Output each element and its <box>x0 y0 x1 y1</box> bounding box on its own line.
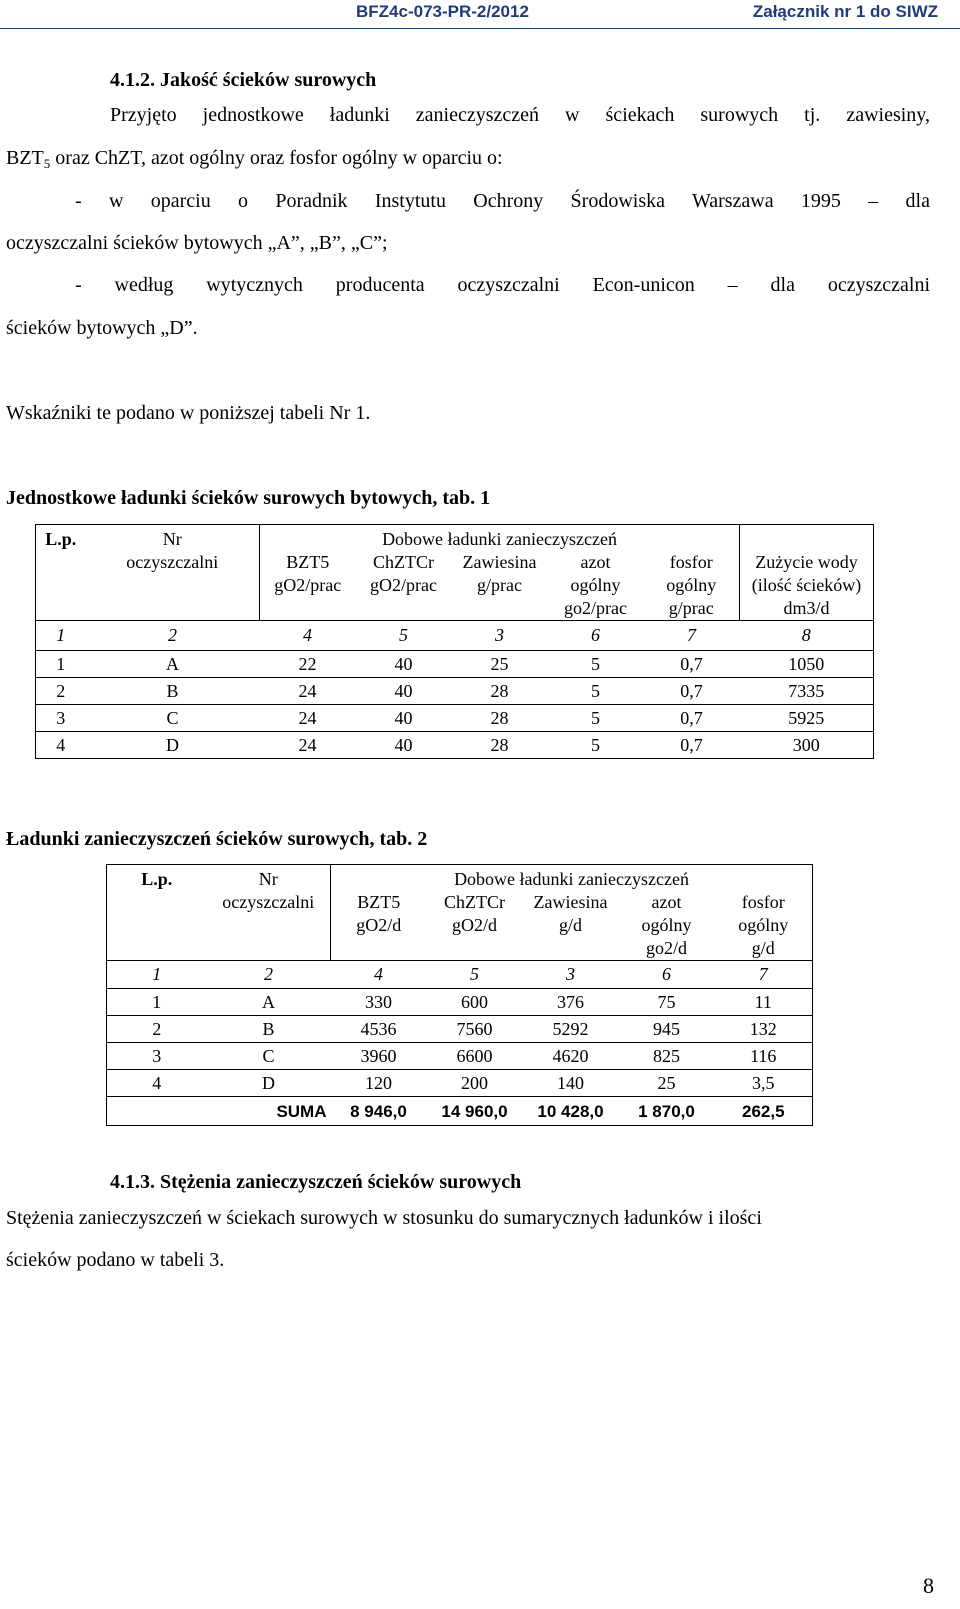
section-413-line-2: ścieków podano w tabeli 3. <box>6 1249 225 1271</box>
cell: 376 <box>523 989 619 1016</box>
cell: 600 <box>427 989 523 1016</box>
cell: 3,5 <box>715 1070 813 1097</box>
cell: 825 <box>619 1043 715 1070</box>
index-cell: 3 <box>523 961 619 989</box>
table-row <box>107 1070 813 1097</box>
header-group: Dobowe ładunki zanieczyszczeń <box>331 865 813 892</box>
header-bzt: BZT5 gO2/prac <box>260 551 356 621</box>
cell: D <box>207 1070 331 1097</box>
cell: 0,7 <box>644 705 740 732</box>
sum-cell: 14 960,0 <box>427 1097 523 1126</box>
index-cell: 7 <box>715 961 813 989</box>
cell: 28 <box>452 732 548 759</box>
cell: 25 <box>452 651 548 678</box>
cell: 3 <box>36 705 86 732</box>
page-header <box>0 0 960 46</box>
table-row <box>36 678 874 705</box>
table-2-index-row <box>107 961 813 989</box>
index-cell: 1 <box>107 961 207 989</box>
cell: 5292 <box>523 1016 619 1043</box>
table-row <box>36 705 874 732</box>
sum-row <box>107 1097 813 1126</box>
cell: 132 <box>715 1016 813 1043</box>
cell: 4536 <box>331 1016 427 1043</box>
header-chzt: ChZTCr gO2/prac <box>370 552 437 595</box>
cell: 11 <box>715 989 813 1016</box>
cell: 75 <box>619 989 715 1016</box>
cell: 28 <box>452 705 548 732</box>
cell: 0,7 <box>644 678 740 705</box>
cell: A <box>86 651 260 678</box>
header-group: Dobowe ładunki zanieczyszczeń <box>260 525 740 552</box>
cell: 6600 <box>427 1043 523 1070</box>
bzt-subscript: 5 <box>43 156 51 171</box>
table-1-index-row <box>36 621 874 651</box>
index-cell: 2 <box>207 961 331 989</box>
header-azot: azot ogólny go2/prac <box>564 552 627 618</box>
cell: 4 <box>36 732 86 759</box>
cell: 24 <box>260 678 356 705</box>
cell: 116 <box>715 1043 813 1070</box>
cell: 1 <box>107 989 207 1016</box>
cell: C <box>86 705 260 732</box>
cell: 40 <box>356 678 452 705</box>
cell: 24 <box>260 732 356 759</box>
header-zawiesina: Zawiesina g/d <box>533 892 608 935</box>
index-cell: 5 <box>356 621 452 651</box>
sum-cell: 10 428,0 <box>523 1097 619 1126</box>
table-1 <box>35 524 874 759</box>
cell: 120 <box>331 1070 427 1097</box>
index-cell: 7 <box>644 621 740 651</box>
cell: 330 <box>331 989 427 1016</box>
header-zuzycie: Zużycie wody (ilość ścieków) dm3/d <box>740 525 874 621</box>
table-2 <box>106 864 813 1126</box>
cell: 24 <box>260 705 356 732</box>
header-lp: L.p. <box>45 529 77 549</box>
cell: D <box>86 732 260 759</box>
header-nr: Nr oczyszczalni <box>126 529 219 572</box>
cell: B <box>207 1016 331 1043</box>
cell: 28 <box>452 678 548 705</box>
cell: A <box>207 989 331 1016</box>
index-cell: 1 <box>36 621 86 651</box>
bullet-1-line-1: - w oparciu o Poradnik Instytutu Ochrony Środowiska Warszawa 1995 – dla <box>75 190 930 212</box>
bzt-label: BZT <box>6 147 44 169</box>
page-number: 8 <box>923 1573 934 1598</box>
cell: 7335 <box>740 678 874 705</box>
cell: 3960 <box>331 1043 427 1070</box>
table-1-title: Jednostkowe ładunki ścieków surowych bytowych, tab. 1 <box>6 487 491 509</box>
header-fosfor: fosfor ogólny g/d <box>738 892 789 958</box>
index-cell: 3 <box>452 621 548 651</box>
header-chzt: ChZTCr gO2/d <box>444 892 505 935</box>
header-fosfor: fosfor ogólny g/prac <box>666 552 717 618</box>
cell: 200 <box>427 1070 523 1097</box>
section-412-heading: 4.1.2. Jakość ścieków surowych <box>110 69 377 91</box>
paragraph-1-line-2 <box>6 146 503 170</box>
index-cell: 2 <box>86 621 260 651</box>
cell: 5 <box>548 705 644 732</box>
paragraph-1-rest: oraz ChZT, azot ogólny oraz fosfor ogólny w oparciu o: <box>50 147 503 169</box>
cell: 40 <box>356 732 452 759</box>
index-cell: 6 <box>548 621 644 651</box>
header-azot: azot ogólny go2/d <box>641 892 692 958</box>
cell: 40 <box>356 651 452 678</box>
header-rule <box>0 28 960 29</box>
cell: 5925 <box>740 705 874 732</box>
cell: B <box>86 678 260 705</box>
sum-label: SUMA <box>107 1097 331 1126</box>
cell: 25 <box>619 1070 715 1097</box>
table-row <box>107 989 813 1016</box>
cell: 140 <box>523 1070 619 1097</box>
index-cell: 4 <box>331 961 427 989</box>
paragraph-2: Wskaźniki te podano w poniższej tabeli Nr 1. <box>6 402 371 424</box>
header-bzt: BZT5 gO2/d <box>331 891 427 961</box>
sum-cell: 8 946,0 <box>331 1097 427 1126</box>
cell: 5 <box>548 732 644 759</box>
cell: 40 <box>356 705 452 732</box>
sum-cell: 262,5 <box>715 1097 813 1126</box>
document-id: BFZ4c-073-PR-2/2012 <box>356 2 529 21</box>
section-413-heading: 4.1.3. Stężenia zanieczyszczeń ścieków surowych <box>110 1171 522 1193</box>
index-cell: 8 <box>740 621 874 651</box>
cell: 22 <box>260 651 356 678</box>
cell: 7560 <box>427 1016 523 1043</box>
attachment-label: Załącznik nr 1 do SIWZ <box>752 2 938 21</box>
header-lp: L.p. <box>141 869 173 889</box>
bullet-2-line-2: ścieków bytowych „D”. <box>6 317 198 339</box>
table-2-title: Ładunki zanieczyszczeń ścieków surowych, tab. 2 <box>6 828 428 850</box>
cell: 300 <box>740 732 874 759</box>
cell: C <box>207 1043 331 1070</box>
cell: 5 <box>548 651 644 678</box>
bullet-2-line-1: - według wytycznych producenta oczyszczalni Econ-unicon – dla oczyszczalni <box>75 274 930 296</box>
paragraph-1-line-1: Przyjęto jednostkowe ładunki zanieczyszczeń w ściekach surowych tj. zawiesiny, <box>110 104 930 126</box>
cell: 3 <box>107 1043 207 1070</box>
table-row <box>107 1016 813 1043</box>
index-cell: 5 <box>427 961 523 989</box>
section-413-line-1: Stężenia zanieczyszczeń w ściekach surowych w stosunku do sumarycznych ładunków i ilości <box>6 1207 762 1229</box>
table-row <box>107 1043 813 1070</box>
cell: 4 <box>107 1070 207 1097</box>
cell: 0,7 <box>644 651 740 678</box>
cell: 2 <box>107 1016 207 1043</box>
cell: 5 <box>548 678 644 705</box>
cell: 4620 <box>523 1043 619 1070</box>
bullet-1-line-2: oczyszczalni ścieków bytowych „A”, „B”, „C”; <box>6 232 388 254</box>
cell: 0,7 <box>644 732 740 759</box>
header-nr: Nr oczyszczalni <box>222 869 315 912</box>
cell: 1 <box>36 651 86 678</box>
index-cell: 6 <box>619 961 715 989</box>
sum-cell: 1 870,0 <box>619 1097 715 1126</box>
table-row <box>36 732 874 759</box>
cell: 945 <box>619 1016 715 1043</box>
index-cell: 4 <box>260 621 356 651</box>
cell: 2 <box>36 678 86 705</box>
table-row <box>36 651 874 678</box>
cell: 1050 <box>740 651 874 678</box>
header-zawiesina: Zawiesina g/prac <box>462 552 537 595</box>
